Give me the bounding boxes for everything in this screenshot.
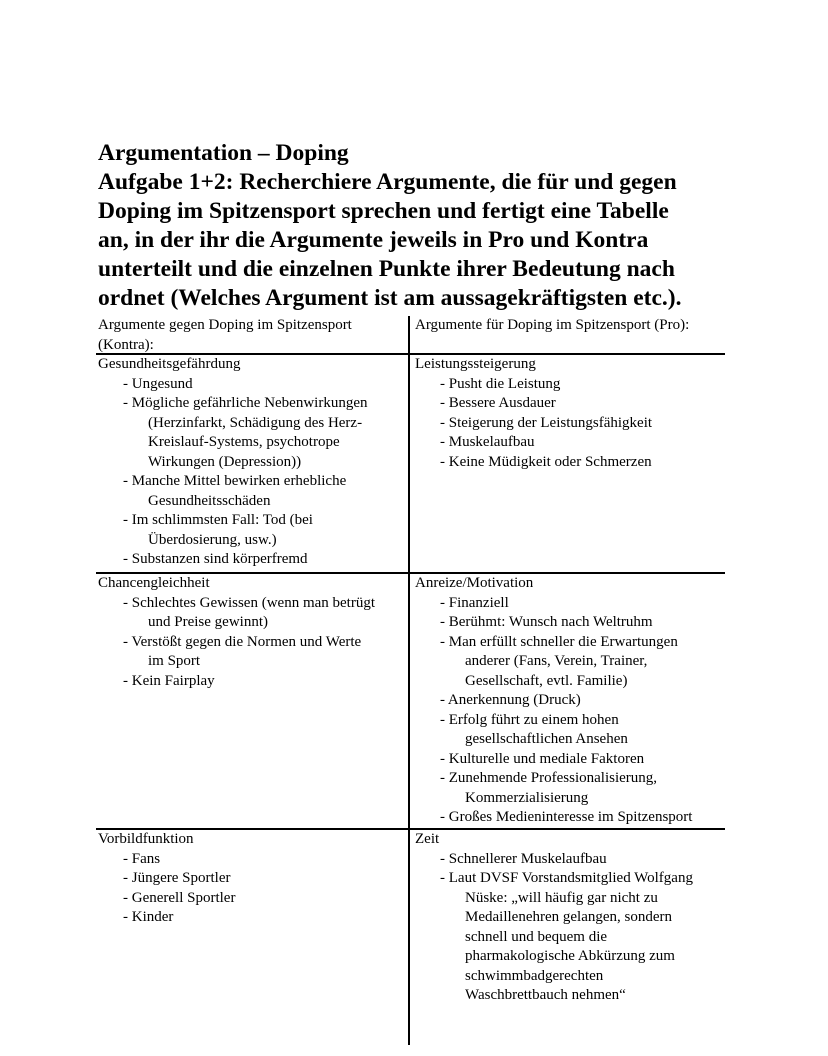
list-item: [415, 613, 725, 633]
list-item: [415, 453, 725, 473]
list-item: [415, 394, 725, 414]
list-item: [415, 769, 725, 808]
list-item-text: - Verstößt gegen die Normen und Werte: [123, 633, 362, 650]
list-item-text: - Berühmt: Wunsch nach Weltruhm: [440, 614, 653, 630]
list-item-continuation: im Sport: [148, 653, 201, 669]
list-item: [415, 850, 725, 870]
pro-cell: [415, 574, 725, 828]
list-item-text: - Schlechtes Gewissen (wenn man betrügt: [123, 594, 376, 611]
header-kontra: [98, 316, 404, 355]
list-item-continuation: Wirkungen (Depression)): [148, 453, 302, 470]
list-item-continuation: schwimmbadgerechten: [465, 967, 604, 984]
argument-category: Leistungssteigerung: [415, 356, 536, 372]
list-item: [98, 908, 404, 928]
list-item: [415, 433, 725, 453]
list-item-continuation: und Preise gewinnt): [148, 614, 268, 630]
argument-category: Gesundheitsgefährdung: [98, 356, 241, 372]
list-item: [98, 472, 404, 511]
list-item-text: - Keine Müdigkeit oder Schmerzen: [440, 453, 652, 470]
argument-category: Vorbildfunktion: [98, 831, 194, 847]
list-item: [98, 394, 404, 472]
list-item-text: - Generell Sportler: [123, 889, 236, 906]
list-item-text: - Zunehmende Professionalisierung,: [440, 770, 658, 786]
list-item: [98, 889, 404, 909]
column-header-text: (Kontra):: [98, 336, 154, 353]
list-item-continuation: Medaillenehren gelangen, sondern: [465, 909, 673, 925]
list-item-continuation: Waschbrettbauch nehmen“: [465, 987, 626, 1003]
list-item-text: - Muskelaufbau: [440, 434, 535, 450]
column-header-text: Argumente für Doping im Spitzensport (Pro):: [415, 317, 690, 333]
kontra-cell: [98, 830, 404, 928]
column-divider: [408, 316, 410, 1045]
list-item-text: - Substanzen sind körperfremd: [123, 551, 308, 567]
list-item: [98, 594, 404, 633]
header-pro: [415, 316, 725, 336]
list-item-text: - Man erfüllt schneller die Erwartungen: [440, 633, 678, 650]
list-item: [98, 869, 404, 889]
list-item: [98, 850, 404, 870]
list-item-text: - Kein Fairplay: [123, 672, 215, 689]
list-item: [415, 711, 725, 750]
list-item-text: - Finanziell: [440, 594, 509, 611]
list-item: [415, 869, 725, 1006]
list-item-text: - Fans: [123, 850, 161, 867]
list-item-text: - Kinder: [123, 909, 174, 925]
kontra-cell: [98, 355, 404, 570]
list-item-text: - Anerkennung (Druck): [440, 692, 581, 708]
task-text-line: ordnet (Welches Argument ist am aussagekräftigsten etc.).: [98, 285, 682, 311]
list-item-continuation: pharmakologische Abkürzung zum: [465, 948, 675, 964]
list-item-text: - Manche Mittel bewirken erhebliche: [123, 473, 347, 489]
list-item-continuation: Nüske: „will häufig gar nicht zu: [465, 889, 658, 906]
task-text-line: Doping im Spitzensport sprechen und fertigt eine Tabelle: [98, 198, 669, 224]
list-item-text: - Pusht die Leistung: [440, 375, 561, 392]
argument-table: [96, 316, 728, 1046]
list-item: [415, 594, 725, 614]
list-item-continuation: schnell und bequem die: [465, 928, 608, 945]
task-text-line: unterteilt und die einzelnen Punkte ihrer Bedeutung nach: [98, 256, 675, 282]
list-item: [98, 511, 404, 550]
list-item: [415, 808, 725, 828]
list-item-text: - Ungesund: [123, 375, 193, 392]
list-item: [415, 633, 725, 692]
list-item: [415, 414, 725, 434]
argument-category: Anreize/Motivation: [415, 575, 534, 591]
list-item-continuation: Kreislauf-Systems, psychotrope: [148, 434, 340, 450]
pro-cell: [415, 830, 725, 1006]
title-heading: Argumentation – Doping: [98, 140, 349, 166]
column-header-text: Argumente gegen Doping im Spitzensport: [98, 317, 352, 333]
task-text-line: an, in der ihr die Argumente jeweils in Pro und Kontra: [98, 227, 649, 253]
list-item-text: - Schnellerer Muskelaufbau: [440, 850, 607, 867]
task-text-line: Aufgabe 1+2: Recherchiere Argumente, die für und gegen: [98, 169, 677, 195]
list-item: [415, 375, 725, 395]
list-item: [98, 633, 404, 672]
list-item-continuation: gesellschaftlichen Ansehen: [465, 731, 628, 747]
list-item: [98, 375, 404, 395]
list-item: [98, 550, 404, 570]
list-item: [415, 750, 725, 770]
list-item-text: - Erfolg führt zu einem hohen: [440, 711, 619, 728]
list-item-continuation: anderer (Fans, Verein, Trainer,: [465, 653, 648, 669]
list-item-text: - Laut DVSF Vorstandsmitglied Wolfgang: [440, 870, 693, 886]
pro-cell: [415, 355, 725, 472]
list-item-text: - Bessere Ausdauer: [440, 395, 556, 411]
document-title: [98, 139, 798, 313]
list-item-text: - Steigerung der Leistungsfähigkeit: [440, 414, 653, 431]
list-item-text: - Im schlimmsten Fall: Tod (bei: [123, 512, 313, 528]
list-item-continuation: (Herzinfarkt, Schädigung des Herz-: [148, 414, 363, 431]
list-item-continuation: Gesundheitsschäden: [148, 492, 271, 509]
list-item-text: - Kulturelle und mediale Faktoren: [440, 750, 645, 767]
list-item-text: - Mögliche gefährliche Nebenwirkungen: [123, 395, 368, 411]
list-item-text: - Jüngere Sportler: [123, 870, 231, 886]
list-item: [98, 672, 404, 692]
kontra-cell: [98, 574, 404, 691]
argument-category: Chancengleichheit: [98, 575, 210, 591]
argument-category: Zeit: [415, 831, 440, 847]
list-item-continuation: Kommerzialisierung: [465, 789, 589, 806]
list-item-continuation: Gesellschaft, evtl. Familie): [465, 672, 628, 689]
list-item: [415, 691, 725, 711]
list-item-continuation: Überdosierung, usw.): [148, 531, 277, 548]
list-item-text: - Großes Medieninteresse im Spitzensport: [440, 809, 693, 825]
